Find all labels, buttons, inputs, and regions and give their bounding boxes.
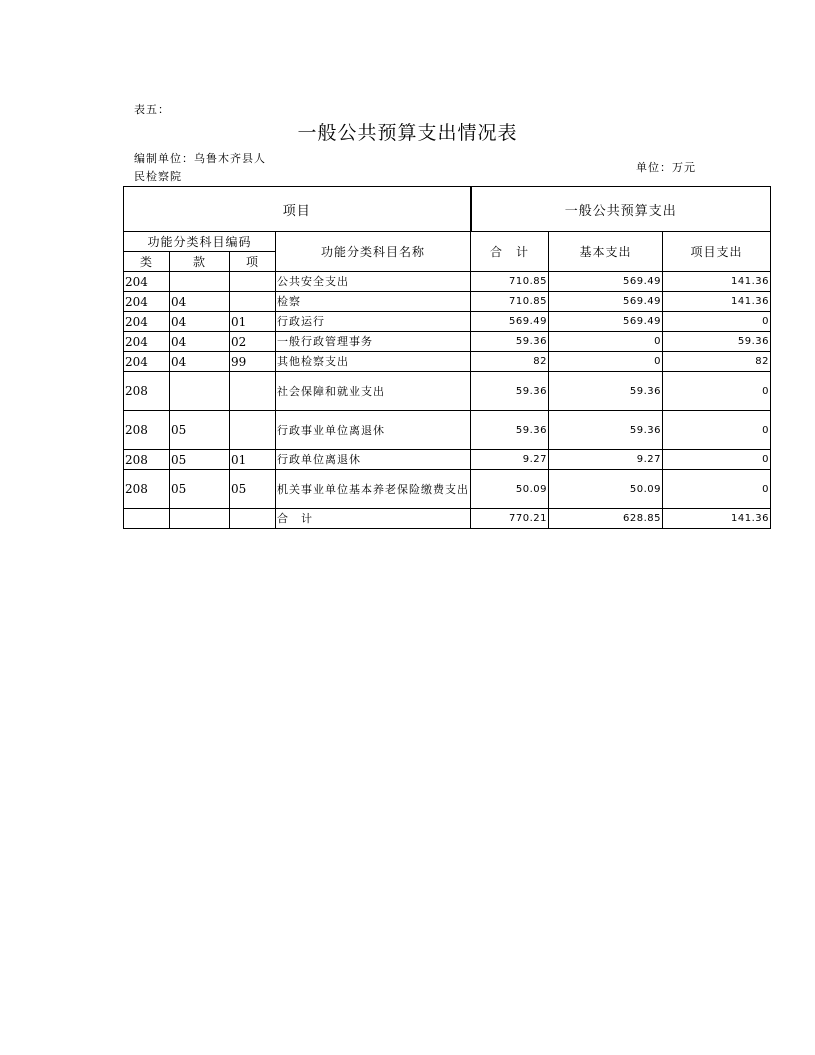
cell-basic: 569.49: [549, 272, 663, 292]
header-row-top: [124, 187, 771, 232]
cell-lei: 208: [124, 411, 170, 450]
budget-expenditure-table: [123, 186, 771, 529]
cell-basic: 0: [549, 332, 663, 352]
cell-name: 公共安全支出: [276, 272, 471, 292]
cell-lei: 204: [124, 312, 170, 332]
cell-kuan: [170, 372, 230, 411]
cell-basic: 50.09: [549, 470, 663, 509]
cell-xiang: 01: [230, 450, 276, 470]
cell-kuan: 04: [170, 292, 230, 312]
cell-basic: 569.49: [549, 292, 663, 312]
cell-lei: 204: [124, 272, 170, 292]
cell-total: 59.36: [471, 372, 549, 411]
cell-xiang: [230, 292, 276, 312]
cell-empty: [230, 509, 276, 529]
cell-project: 0: [663, 411, 771, 450]
cell-lei: 204: [124, 352, 170, 372]
table-row: [124, 292, 771, 312]
cell-kuan: [170, 272, 230, 292]
table-row: [124, 352, 771, 372]
header-row-middle: [124, 232, 771, 252]
org-unit-line1: 编制单位：乌鲁木齐县人: [134, 152, 266, 165]
cell-project: 82: [663, 352, 771, 372]
cell-basic: 0: [549, 352, 663, 372]
header-project-col: 项目支出: [663, 232, 771, 272]
cell-total: 59.36: [471, 332, 549, 352]
table-row: [124, 450, 771, 470]
cell-total: 710.85: [471, 272, 549, 292]
org-unit-line2: 民检察院: [134, 170, 182, 183]
cell-xiang: [230, 272, 276, 292]
cell-xiang: [230, 372, 276, 411]
table-row: [124, 411, 771, 450]
cell-basic: 59.36: [549, 411, 663, 450]
total-basic: 628.85: [549, 509, 663, 529]
page-title: 一般公共预算支出情况表: [297, 122, 518, 144]
cell-name: 行政运行: [276, 312, 471, 332]
cell-empty: [124, 509, 170, 529]
total-label: 合 计: [276, 509, 471, 529]
header-kuan: 款: [170, 252, 230, 272]
cell-total: 82: [471, 352, 549, 372]
cell-xiang: 02: [230, 332, 276, 352]
cell-kuan: 04: [170, 352, 230, 372]
cell-project: 0: [663, 470, 771, 509]
cell-total: 59.36: [471, 411, 549, 450]
table-row: [124, 372, 771, 411]
cell-total: 50.09: [471, 470, 549, 509]
cell-xiang: [230, 411, 276, 450]
cell-xiang: 99: [230, 352, 276, 372]
table-row: [124, 470, 771, 509]
table-row: [124, 272, 771, 292]
header-lei: 类: [124, 252, 170, 272]
cell-project: 0: [663, 372, 771, 411]
table-row: [124, 312, 771, 332]
cell-lei: 204: [124, 332, 170, 352]
cell-name: 检察: [276, 292, 471, 312]
cell-total: 569.49: [471, 312, 549, 332]
total-project: 141.36: [663, 509, 771, 529]
cell-project: 141.36: [663, 272, 771, 292]
cell-xiang: 01: [230, 312, 276, 332]
cell-kuan: 04: [170, 332, 230, 352]
cell-lei: 208: [124, 450, 170, 470]
cell-name: 机关事业单位基本养老保险缴费支出: [276, 470, 471, 509]
header-budget-group: 一般公共预算支出: [471, 187, 771, 232]
cell-name: 行政事业单位离退休: [276, 411, 471, 450]
cell-basic: 59.36: [549, 372, 663, 411]
total-row: [124, 509, 771, 529]
cell-kuan: 04: [170, 312, 230, 332]
cell-name: 社会保障和就业支出: [276, 372, 471, 411]
cell-project: 0: [663, 450, 771, 470]
cell-lei: 208: [124, 470, 170, 509]
cell-kuan: 05: [170, 450, 230, 470]
cell-empty: [170, 509, 230, 529]
cell-project: 59.36: [663, 332, 771, 352]
cell-project: 141.36: [663, 292, 771, 312]
cell-total: 710.85: [471, 292, 549, 312]
cell-total: 9.27: [471, 450, 549, 470]
cell-lei: 204: [124, 292, 170, 312]
cell-kuan: 05: [170, 411, 230, 450]
cell-project: 0: [663, 312, 771, 332]
header-project: 项目: [124, 187, 471, 232]
cell-basic: 569.49: [549, 312, 663, 332]
header-xiang: 项: [230, 252, 276, 272]
cell-basic: 9.27: [549, 450, 663, 470]
table-row: [124, 332, 771, 352]
unit-of-measure: 单位：万元: [636, 161, 696, 174]
cell-name: 一般行政管理事务: [276, 332, 471, 352]
header-name-col: 功能分类科目名称: [276, 232, 471, 272]
cell-name: 其他检察支出: [276, 352, 471, 372]
header-basic-col: 基本支出: [549, 232, 663, 272]
cell-lei: 208: [124, 372, 170, 411]
header-code-group: 功能分类科目编码: [124, 232, 276, 252]
cell-kuan: 05: [170, 470, 230, 509]
cell-xiang: 05: [230, 470, 276, 509]
total-sum: 770.21: [471, 509, 549, 529]
table-number-label: 表五：: [134, 103, 170, 116]
header-total-col: 合 计: [471, 232, 549, 272]
cell-name: 行政单位离退休: [276, 450, 471, 470]
